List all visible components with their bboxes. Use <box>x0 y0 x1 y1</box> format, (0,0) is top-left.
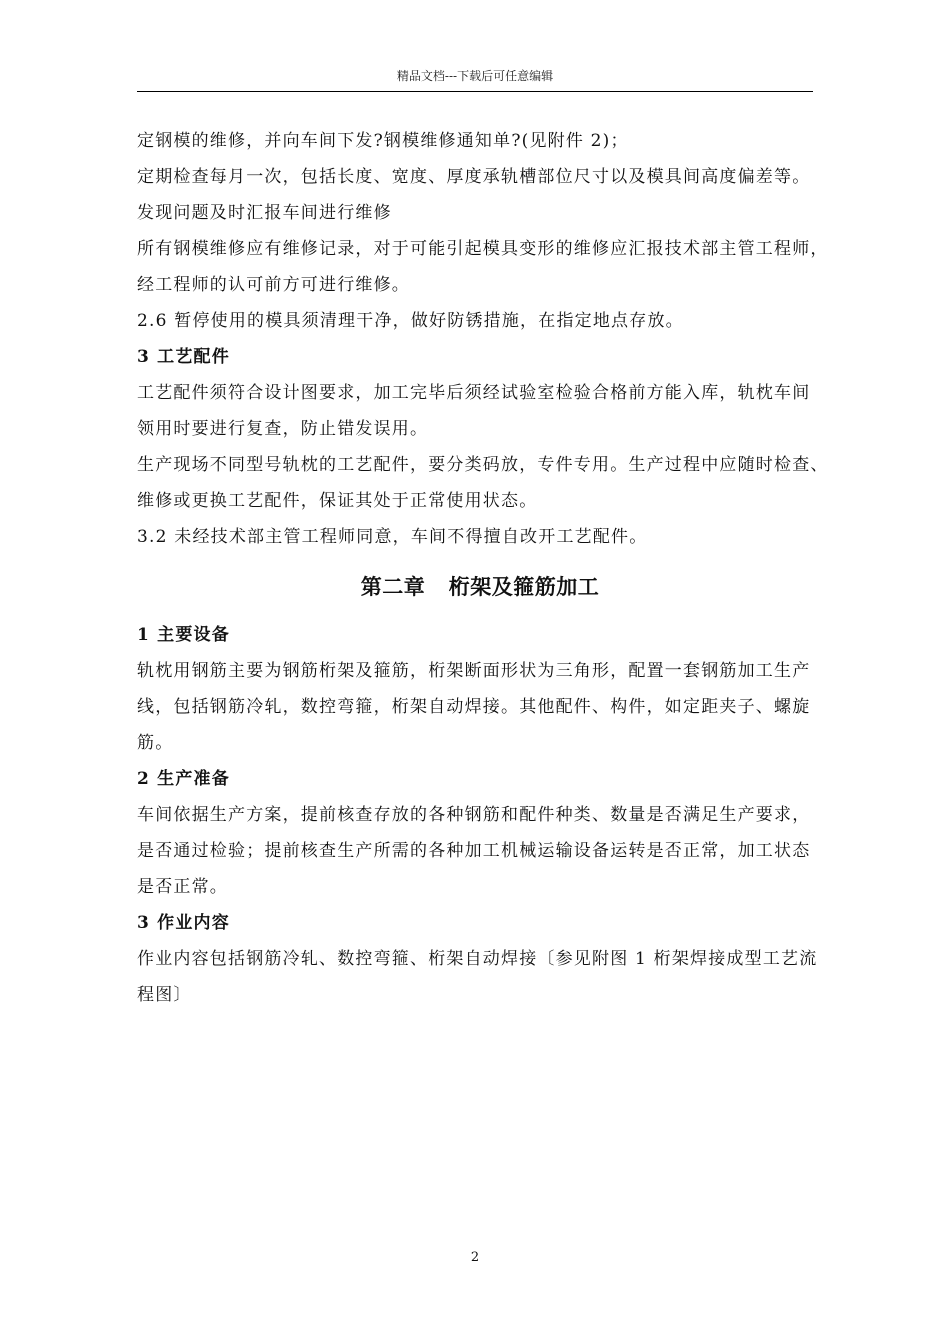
paragraph-line: 是否正常。 <box>137 877 228 897</box>
paragraph-line: 3.2 未经技术部主管工程师同意，车间不得擅自改开工艺配件。 <box>137 527 648 547</box>
page-header: 精品文档---下载后可任意编辑 <box>396 69 554 83</box>
paragraph-line: 维修或更换工艺配件，保证其处于正常使用状态。 <box>137 491 538 511</box>
paragraph-line: 轨枕用钢筋主要为钢筋桁架及箍筋，桁架断面形状为三角形，配置一套钢筋加工生产 <box>137 661 811 681</box>
page-number: 2 <box>470 1250 480 1265</box>
paragraph-line: 领用时要进行复查，防止错发误用。 <box>137 419 429 439</box>
paragraph-line: 发现问题及时汇报车间进行维修 <box>137 203 392 223</box>
section-heading: 1 主要设备 <box>137 625 230 645</box>
paragraph-line: 车间依据生产方案，提前核查存放的各种钢筋和配件种类、数量是否满足生产要求， <box>137 805 811 825</box>
paragraph-line: 定钢模的维修，并向车间下发?钢模维修通知单?(见附件 2)； <box>137 131 629 151</box>
paragraph-line: 是否通过检验；提前核查生产所需的各种加工机械运输设备运转是否正常，加工状态 <box>137 841 811 861</box>
paragraph-line: 2.6 暂停使用的模具须清理干净，做好防锈措施，在指定地点存放。 <box>137 311 684 331</box>
paragraph-line: 定期检查每月一次，包括长度、宽度、厚度承轨槽部位尺寸以及模具间高度偏差等。 <box>137 167 811 187</box>
paragraph-line: 线，包括钢筋冷轧，数控弯箍，桁架自动焊接。其他配件、构件，如定距夹子、螺旋 <box>137 697 811 717</box>
paragraph-line: 所有钢模维修应有维修记录，对于可能引起模具变形的维修应汇报技术部主管工程师， <box>137 239 829 259</box>
section-heading: 3 作业内容 <box>137 913 230 933</box>
paragraph-line: 筋。 <box>137 733 174 753</box>
paragraph-line: 程图〕 <box>137 985 192 1005</box>
paragraph-line: 生产现场不同型号轨枕的工艺配件，要分类码放，专件专用。生产过程中应随时检查、 <box>137 455 829 475</box>
section-heading: 3 工艺配件 <box>137 347 230 367</box>
chapter-title: 第二章 桁架及箍筋加工 <box>360 574 600 599</box>
document-body <box>137 123 829 1013</box>
paragraph-line: 作业内容包括钢筋冷轧、数控弯箍、桁架自动焊接〔参见附图 1 桁架焊接成型工艺流 <box>137 949 818 969</box>
section-heading: 2 生产准备 <box>137 769 230 789</box>
paragraph-line: 经工程师的认可前方可进行维修。 <box>137 275 410 295</box>
paragraph-line: 工艺配件须符合设计图要求，加工完毕后须经试验室检验合格前方能入库，轨枕车间 <box>137 383 811 403</box>
header-rule <box>137 91 813 92</box>
